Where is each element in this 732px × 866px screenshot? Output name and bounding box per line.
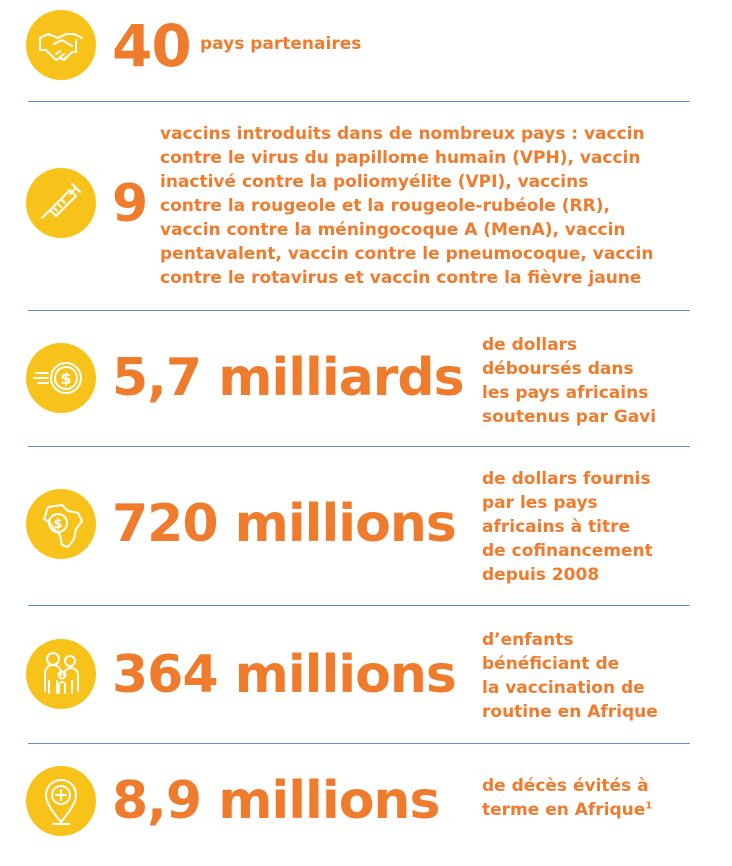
footnote-marker: 1 <box>645 800 653 812</box>
partner-countries-label: pays partenaires <box>200 34 362 54</box>
cofinancing-label: de dollars fournis par les pays africains à titre de cofinancement depuis 2008 <box>482 469 653 585</box>
family-icon <box>26 639 96 709</box>
stat-row-partner-countries <box>0 0 732 100</box>
syringe-icon <box>26 168 96 238</box>
africa-money-icon <box>26 489 96 559</box>
handshake-icon <box>26 10 96 80</box>
stat-row-disbursed <box>0 311 732 445</box>
deaths-averted-value: 8,9 millions <box>112 771 440 831</box>
svg-text:$: $ <box>60 369 72 388</box>
children-label: d’enfants bénéficiant de la vaccination de routine en Afrique <box>482 630 658 722</box>
svg-text:$: $ <box>53 517 63 532</box>
vaccines-value: 9 <box>112 174 148 234</box>
disbursed-value: 5,7 milliards <box>112 348 464 408</box>
deaths-averted-text: de décès évités à terme en Afrique <box>482 776 649 820</box>
stat-row-cofinancing <box>0 447 732 605</box>
children-value: 364 millions <box>112 645 456 705</box>
cofinancing-value: 720 millions <box>112 494 456 554</box>
stat-row-vaccines <box>0 102 732 310</box>
fast-money-icon <box>26 343 96 413</box>
partner-countries-value: 40 <box>112 12 191 80</box>
stat-row-children <box>0 606 732 742</box>
disbursed-label: de dollars déboursés dans les pays africains soutenus par Gavi <box>482 335 657 427</box>
deaths-averted-label <box>482 774 652 822</box>
location-health-icon <box>26 766 96 836</box>
vaccines-label: vaccins introduits dans de nombreux pays : vaccin contre le virus du papillome humain (VPH), vaccin inactivé contre la poliomyélite (VPI), vaccins contre la rougeole et la rougeole-rubéole (RR), vaccin contre la méningocoque A (MenA), vaccin pentavalent, vaccin contre le pneumocoque, vaccin contre le rotavirus et vaccin contre la fièvre jaune <box>160 124 654 288</box>
stat-row-deaths-averted <box>0 744 732 866</box>
